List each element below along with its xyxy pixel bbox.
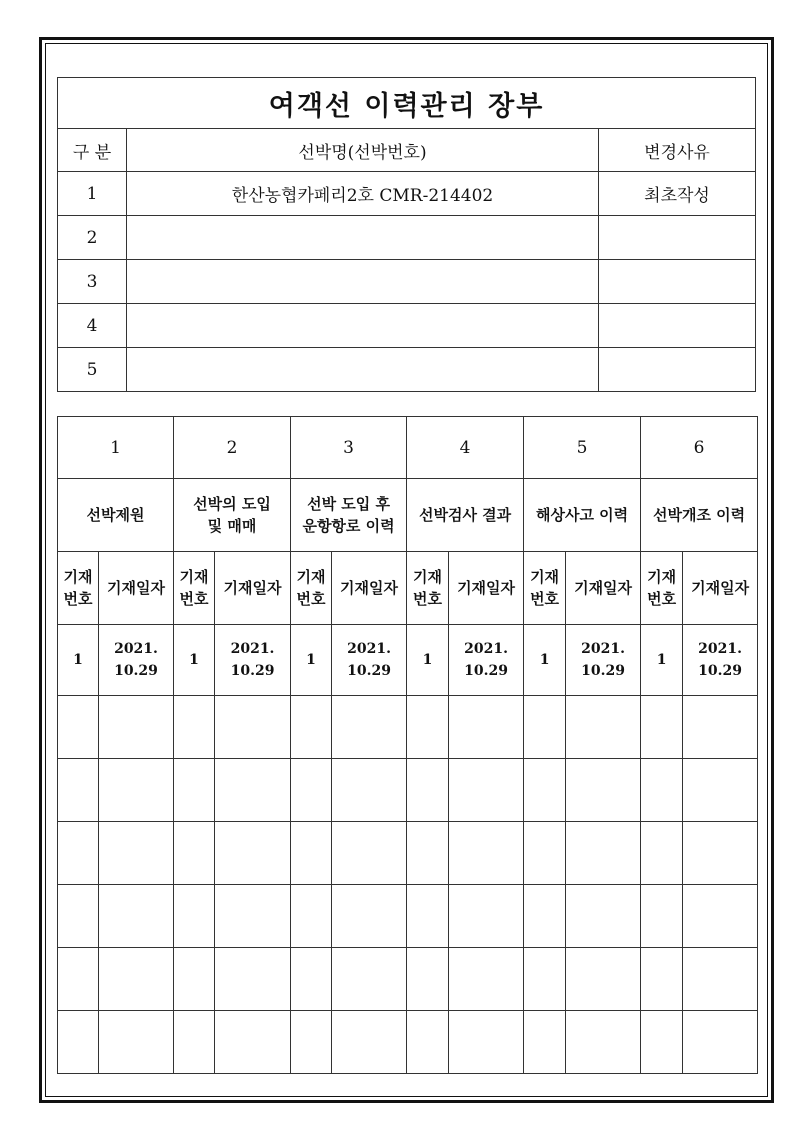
record-date-header: 기재일자 — [449, 552, 524, 625]
record-number-header: 기재 번호 — [641, 552, 683, 625]
record-number: 1 — [524, 625, 566, 696]
page-title: 여객선 이력관리 장부 — [58, 78, 756, 129]
table-row — [58, 216, 756, 260]
history-table — [57, 416, 758, 1074]
change-reason-cell: 최초작성 — [599, 172, 756, 216]
ship-name-cell: 한산농협카페리2호 CMR-214402 — [127, 172, 599, 216]
table-row — [58, 948, 758, 1011]
table-row — [58, 625, 758, 696]
table-row — [58, 348, 756, 392]
row-number: 2 — [58, 216, 127, 260]
table-row — [58, 172, 756, 216]
record-date: 2021. 10.29 — [449, 625, 524, 696]
header-change-reason: 변경사유 — [599, 129, 756, 172]
ship-name-table — [57, 77, 756, 392]
ship-name-cell — [127, 260, 599, 304]
section-category: 선박개조 이력 — [641, 479, 758, 552]
record-date-header: 기재일자 — [683, 552, 758, 625]
record-date: 2021. 10.29 — [99, 625, 174, 696]
record-number-header: 기재 번호 — [524, 552, 566, 625]
record-number: 1 — [174, 625, 215, 696]
section-number: 3 — [291, 417, 407, 479]
record-number-header: 기재 번호 — [407, 552, 449, 625]
ship-name-cell — [127, 216, 599, 260]
record-date-header: 기재일자 — [99, 552, 174, 625]
record-number: 1 — [641, 625, 683, 696]
table-row — [58, 759, 758, 822]
header-category: 구 분 — [58, 129, 127, 172]
change-reason-cell — [599, 304, 756, 348]
row-number: 1 — [58, 172, 127, 216]
table-row — [58, 696, 758, 759]
table-row — [58, 822, 758, 885]
table-row — [58, 1011, 758, 1074]
record-date-header: 기재일자 — [215, 552, 291, 625]
section-category: 선박검사 결과 — [407, 479, 524, 552]
change-reason-cell — [599, 216, 756, 260]
record-number: 1 — [291, 625, 332, 696]
record-date: 2021. 10.29 — [332, 625, 407, 696]
row-number: 4 — [58, 304, 127, 348]
ship-name-cell — [127, 304, 599, 348]
table-row — [58, 260, 756, 304]
section-category: 선박 도입 후 운항항로 이력 — [291, 479, 407, 552]
change-reason-cell — [599, 260, 756, 304]
record-date: 2021. 10.29 — [683, 625, 758, 696]
record-date-header: 기재일자 — [566, 552, 641, 625]
section-category: 선박제원 — [58, 479, 174, 552]
record-date: 2021. 10.29 — [215, 625, 291, 696]
section-number: 5 — [524, 417, 641, 479]
record-number-header: 기재 번호 — [291, 552, 332, 625]
row-number: 5 — [58, 348, 127, 392]
record-number-header: 기재 번호 — [174, 552, 215, 625]
row-number: 3 — [58, 260, 127, 304]
table-row — [58, 885, 758, 948]
section-category: 선박의 도입 및 매매 — [174, 479, 291, 552]
record-number: 1 — [58, 625, 99, 696]
section-number: 2 — [174, 417, 291, 479]
record-date: 2021. 10.29 — [566, 625, 641, 696]
record-date-header: 기재일자 — [332, 552, 407, 625]
section-category: 해상사고 이력 — [524, 479, 641, 552]
change-reason-cell — [599, 348, 756, 392]
section-number: 1 — [58, 417, 174, 479]
record-number: 1 — [407, 625, 449, 696]
record-number-header: 기재 번호 — [58, 552, 99, 625]
section-number: 4 — [407, 417, 524, 479]
section-number: 6 — [641, 417, 758, 479]
ship-name-cell — [127, 348, 599, 392]
table-row — [58, 304, 756, 348]
header-ship-name: 선박명(선박번호) — [127, 129, 599, 172]
